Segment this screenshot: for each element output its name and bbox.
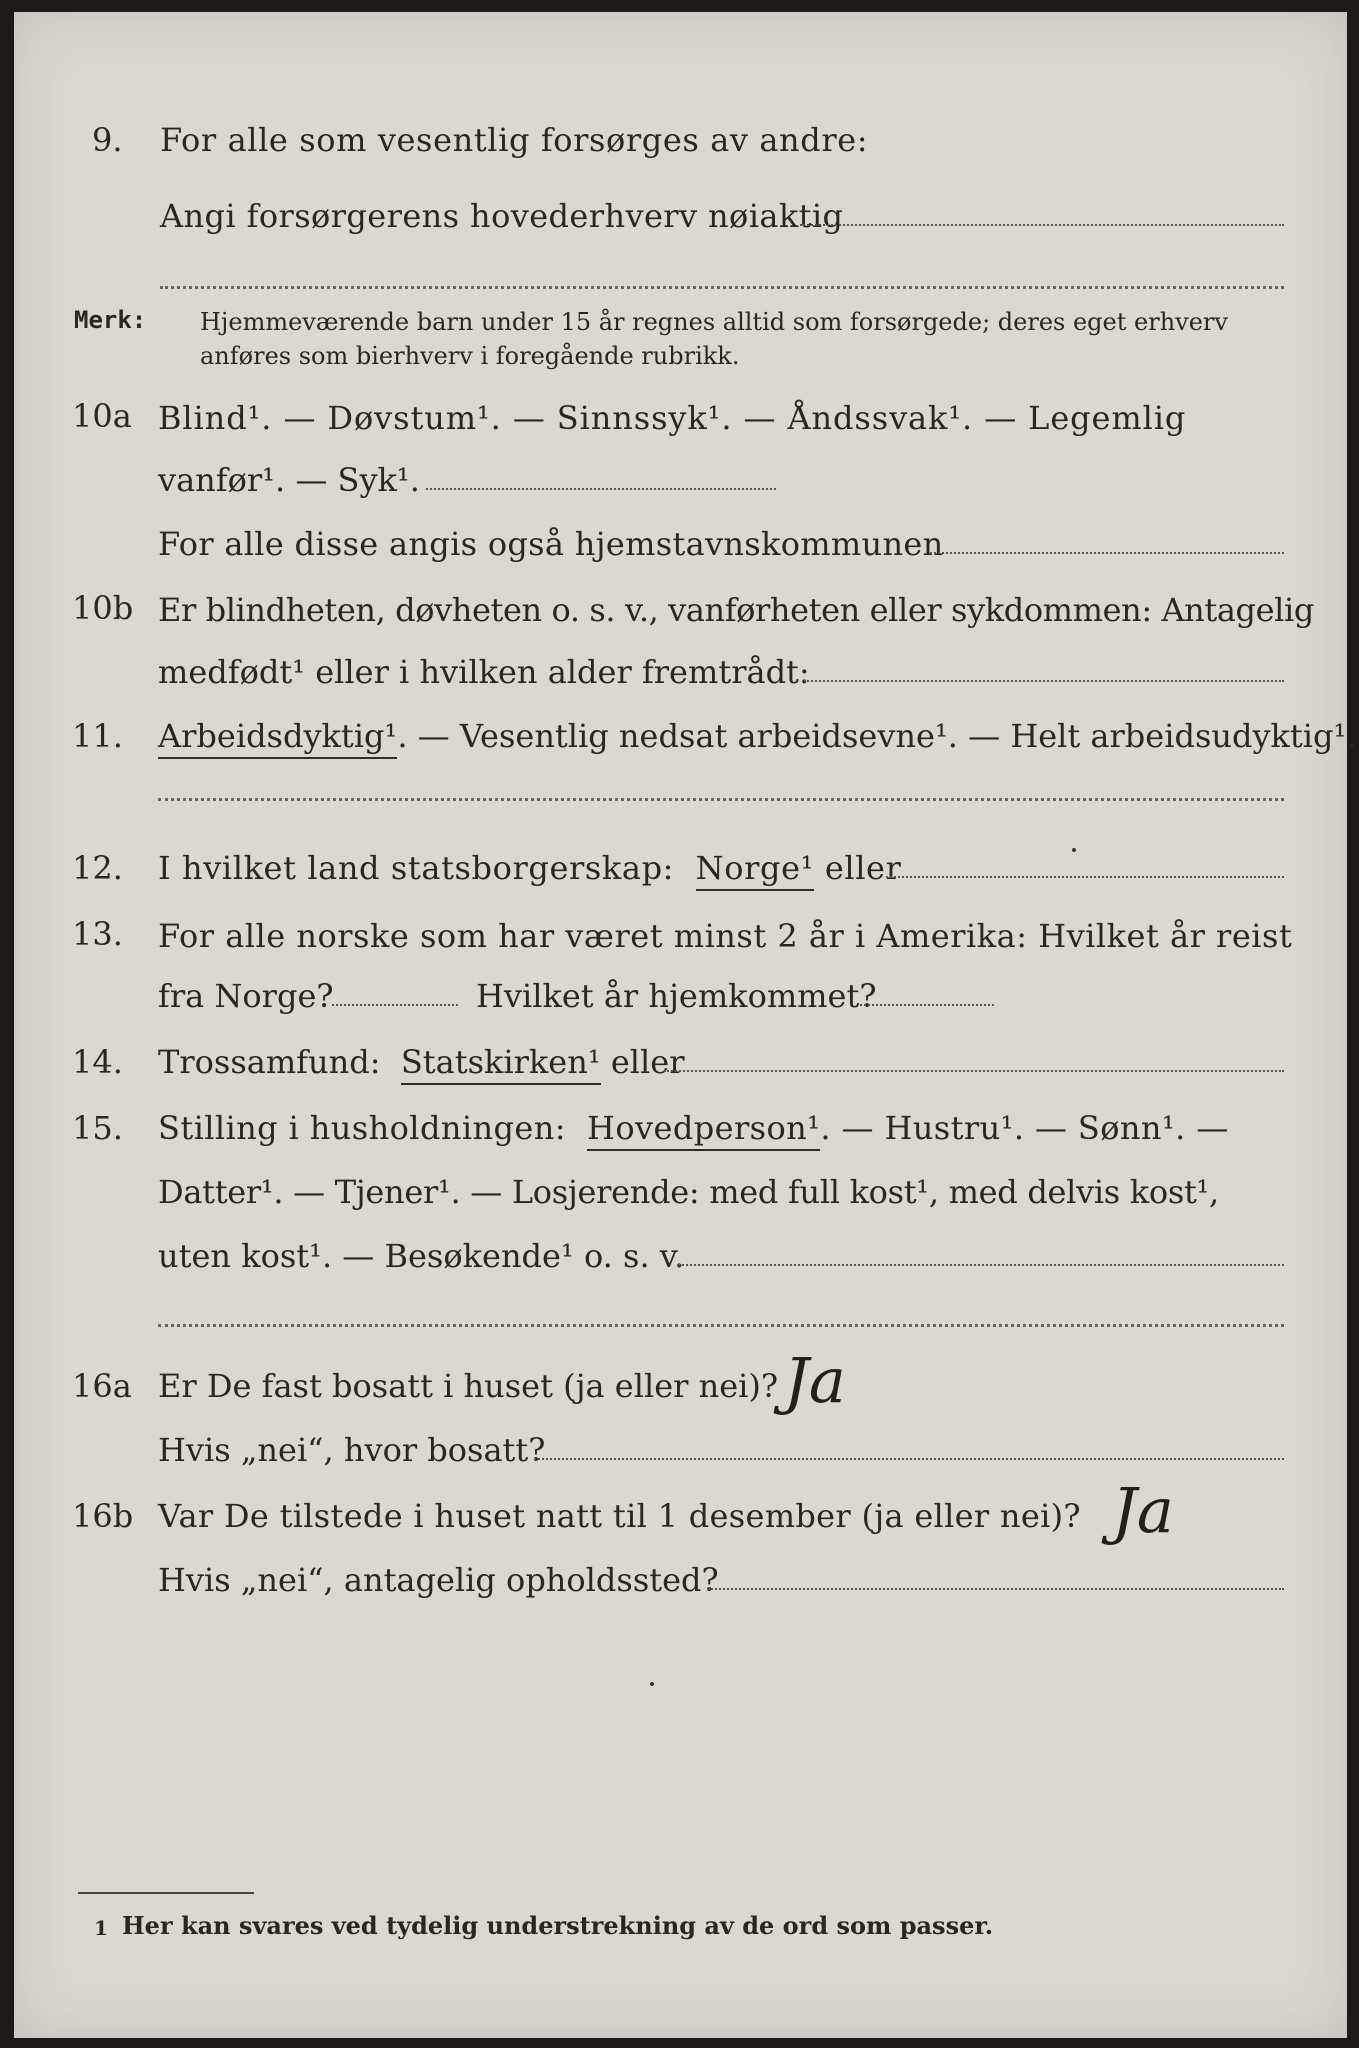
q10b-answer-line — [804, 680, 1284, 682]
footnote-text: Her kan svares ved tydelig understrekning av de ord som passer. — [122, 1911, 994, 1940]
q15-hovedperson-underlined: Hovedperson¹ — [587, 1109, 820, 1151]
q16a-handwritten-answer: Ja — [784, 1344, 846, 1417]
q10b-line2: medfødt¹ eller i hvilken alder fremtrådt: — [158, 653, 810, 691]
q10a-syk-line — [426, 488, 776, 490]
q15-line2: Datter¹. — Tjener¹. — Losjerende: med full kost¹, med delvis kost¹, — [158, 1173, 1219, 1211]
q10a-line2: vanfør¹. — Syk¹. — [158, 461, 420, 499]
q15-line3: uten kost¹. — Besøkende¹ o. s. v. — [158, 1237, 685, 1275]
q16b-line2: Hvis „nei“, antagelig opholdssted? — [158, 1561, 719, 1599]
q15-line1 — [158, 1109, 1229, 1147]
q14-pre: Trossamfund: — [158, 1043, 381, 1081]
q12-pre: I hvilket land statsborgerskap: — [158, 849, 675, 887]
q14-answer-line — [664, 1070, 1284, 1072]
q14-statskirken-underlined: Statskirken¹ — [401, 1043, 601, 1085]
q12-norge-underlined: Norge¹ — [696, 849, 814, 891]
q11-line — [158, 717, 1357, 755]
census-form-page — [14, 12, 1357, 2038]
q9-number: 9. — [92, 121, 123, 159]
q12-number: 12. — [72, 849, 123, 887]
q16b-number: 16b — [72, 1497, 134, 1535]
q13-hjemkommet-line — [860, 1004, 994, 1006]
q16a-line1: Er De fast bosatt i huset (ja eller nei)? — [158, 1367, 779, 1405]
ink-speck — [650, 1682, 654, 1686]
merk-line2: anføres som bierhverv i foregående rubrikk. — [200, 342, 740, 370]
q9-line2: Angi forsørgerens hovederhverv nøiaktig — [160, 197, 844, 235]
q11-extra-line — [158, 798, 1284, 801]
q12-post: eller — [824, 849, 902, 887]
q16b-handwritten-answer: Ja — [1112, 1474, 1174, 1547]
q14-number: 14. — [72, 1043, 123, 1081]
q9-extra-line — [160, 286, 1284, 289]
q10a-line3: For alle disse angis også hjemstavnskommunen — [158, 525, 944, 563]
footnote-separator — [78, 1892, 254, 1894]
q11-arbeidsdyktig-underlined: Arbeidsdyktig¹ — [158, 717, 397, 759]
q15-line1-rest: . — Hustru¹. — Sønn¹. — — [820, 1109, 1229, 1147]
merk-label: Merk: — [74, 306, 147, 334]
q15-extra-line — [158, 1324, 1284, 1327]
merk-line1: Hjemmeværende barn under 15 år regnes alltid som forsørgede; deres eget erhverv — [200, 308, 1228, 336]
q10b-number: 10b — [72, 589, 134, 627]
q13-line2a: fra Norge? — [158, 977, 334, 1015]
q11-rest: . — Vesentlig nedsat arbeidsevne¹. — Helt arbeidsudyktig¹. — [397, 717, 1357, 755]
q13-reist-line — [332, 1004, 458, 1006]
q13-line2b: Hvilket år hjemkommet? — [476, 977, 877, 1015]
q13-line1: For alle norske som har været minst 2 år i Amerika: Hvilket år reist — [158, 917, 1293, 955]
q10b-line1: Er blindheten, døvheten o. s. v., vanførheten eller sykdommen: Antagelig — [158, 591, 1314, 629]
q15-answer-line — [678, 1264, 1284, 1266]
q11-number: 11. — [72, 717, 123, 755]
q9-answer-line — [800, 224, 1284, 226]
q10a-number: 10a — [72, 397, 132, 435]
q14-post: eller — [610, 1043, 685, 1081]
q9-line1: For alle som vesentlig forsørges av andre: — [160, 121, 869, 159]
q16a-number: 16a — [72, 1367, 132, 1405]
footnote-mark: 1 — [94, 1916, 108, 1940]
q16a-line2: Hvis „nei“, hvor bosatt? — [158, 1431, 546, 1469]
q15-number: 15. — [72, 1109, 123, 1147]
ink-speck — [1072, 848, 1076, 852]
q10a-hjemstavn-line — [930, 552, 1284, 554]
q16a-bosatt-line — [534, 1458, 1284, 1460]
q12-answer-line — [886, 876, 1284, 878]
q12-line — [158, 849, 902, 887]
q16b-opholdssted-line — [708, 1588, 1284, 1590]
q10a-line1: Blind¹. — Døvstum¹. — Sinnssyk¹. — Åndssvak¹. — Legemlig — [158, 399, 1187, 437]
q15-pre: Stilling i husholdningen: — [158, 1109, 566, 1147]
q16b-line1: Var De tilstede i huset natt til 1 desember (ja eller nei)? — [158, 1497, 1081, 1535]
q13-number: 13. — [72, 915, 123, 953]
q14-line — [158, 1043, 685, 1081]
